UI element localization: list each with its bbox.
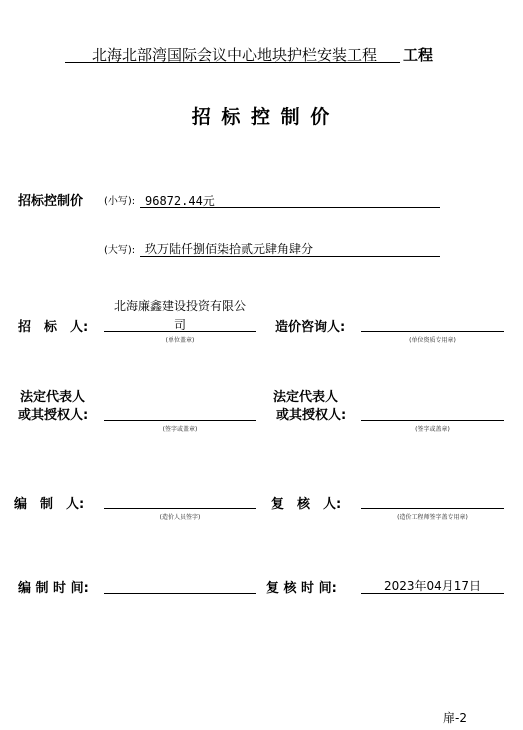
consultant-label: 造价咨询人: [275,320,346,335]
reviewer-underline [361,508,504,509]
price-small-underline [140,207,440,208]
legal-rep-right-caption: (签字或盖章) [415,426,450,433]
tenderer-underline [104,331,256,332]
project-name: 北海北部湾国际会议中心地块护栏安装工程 [91,46,377,64]
compile-time-underline [104,593,256,594]
reviewer-label: 复 核 人: [271,497,342,512]
legal-rep-left-caption: (签字或盖章) [162,426,198,433]
price-big-underline [140,256,440,257]
tenderer-value-line2: 司 [173,318,186,332]
doc-title: 招 标 控 制 价 [191,106,332,128]
review-time-underline [361,593,504,594]
legal-rep-left-label-1: 法定代表人 [20,390,86,405]
tenderer-caption: (单位盖章) [165,337,195,344]
compiler-caption: (造价人员签字) [159,514,201,521]
legal-rep-right-label-1: 法定代表人 [273,390,339,405]
price-small-value: 96872.44元 [145,194,215,208]
price-label: 招标控制价 [18,194,84,209]
price-big-value: 玖万陆仟捌佰柒拾贰元肆角肆分 [145,242,314,256]
consultant-underline [361,331,504,332]
price-big-tag: (大写): [104,245,136,256]
page-number: 扉-2 [443,711,467,725]
project-name-underline [65,62,400,63]
consultant-caption: (单位资质专用章) [409,337,456,344]
tenderer-value-line1: 北海廉鑫建设投资有限公 [113,299,246,313]
legal-rep-left-underline [104,420,256,421]
compiler-underline [104,508,256,509]
legal-rep-right-label-2: 或其授权人: [276,408,347,423]
legal-rep-right-underline [361,420,504,421]
legal-rep-left-label-2: 或其授权人: [18,408,89,423]
reviewer-caption: (造价工程师签字盖专用章) [397,514,468,521]
project-suffix: 工程 [403,46,434,64]
review-time-value: 2023年04月17日 [383,579,482,593]
compiler-label: 编 制 人: [14,497,85,512]
review-time-label: 复 核 时 间: [266,581,337,596]
price-small-tag: (小写): [104,196,136,207]
tenderer-label: 招 标 人: [18,320,89,335]
compile-time-label: 编 制 时 间: [18,581,89,596]
